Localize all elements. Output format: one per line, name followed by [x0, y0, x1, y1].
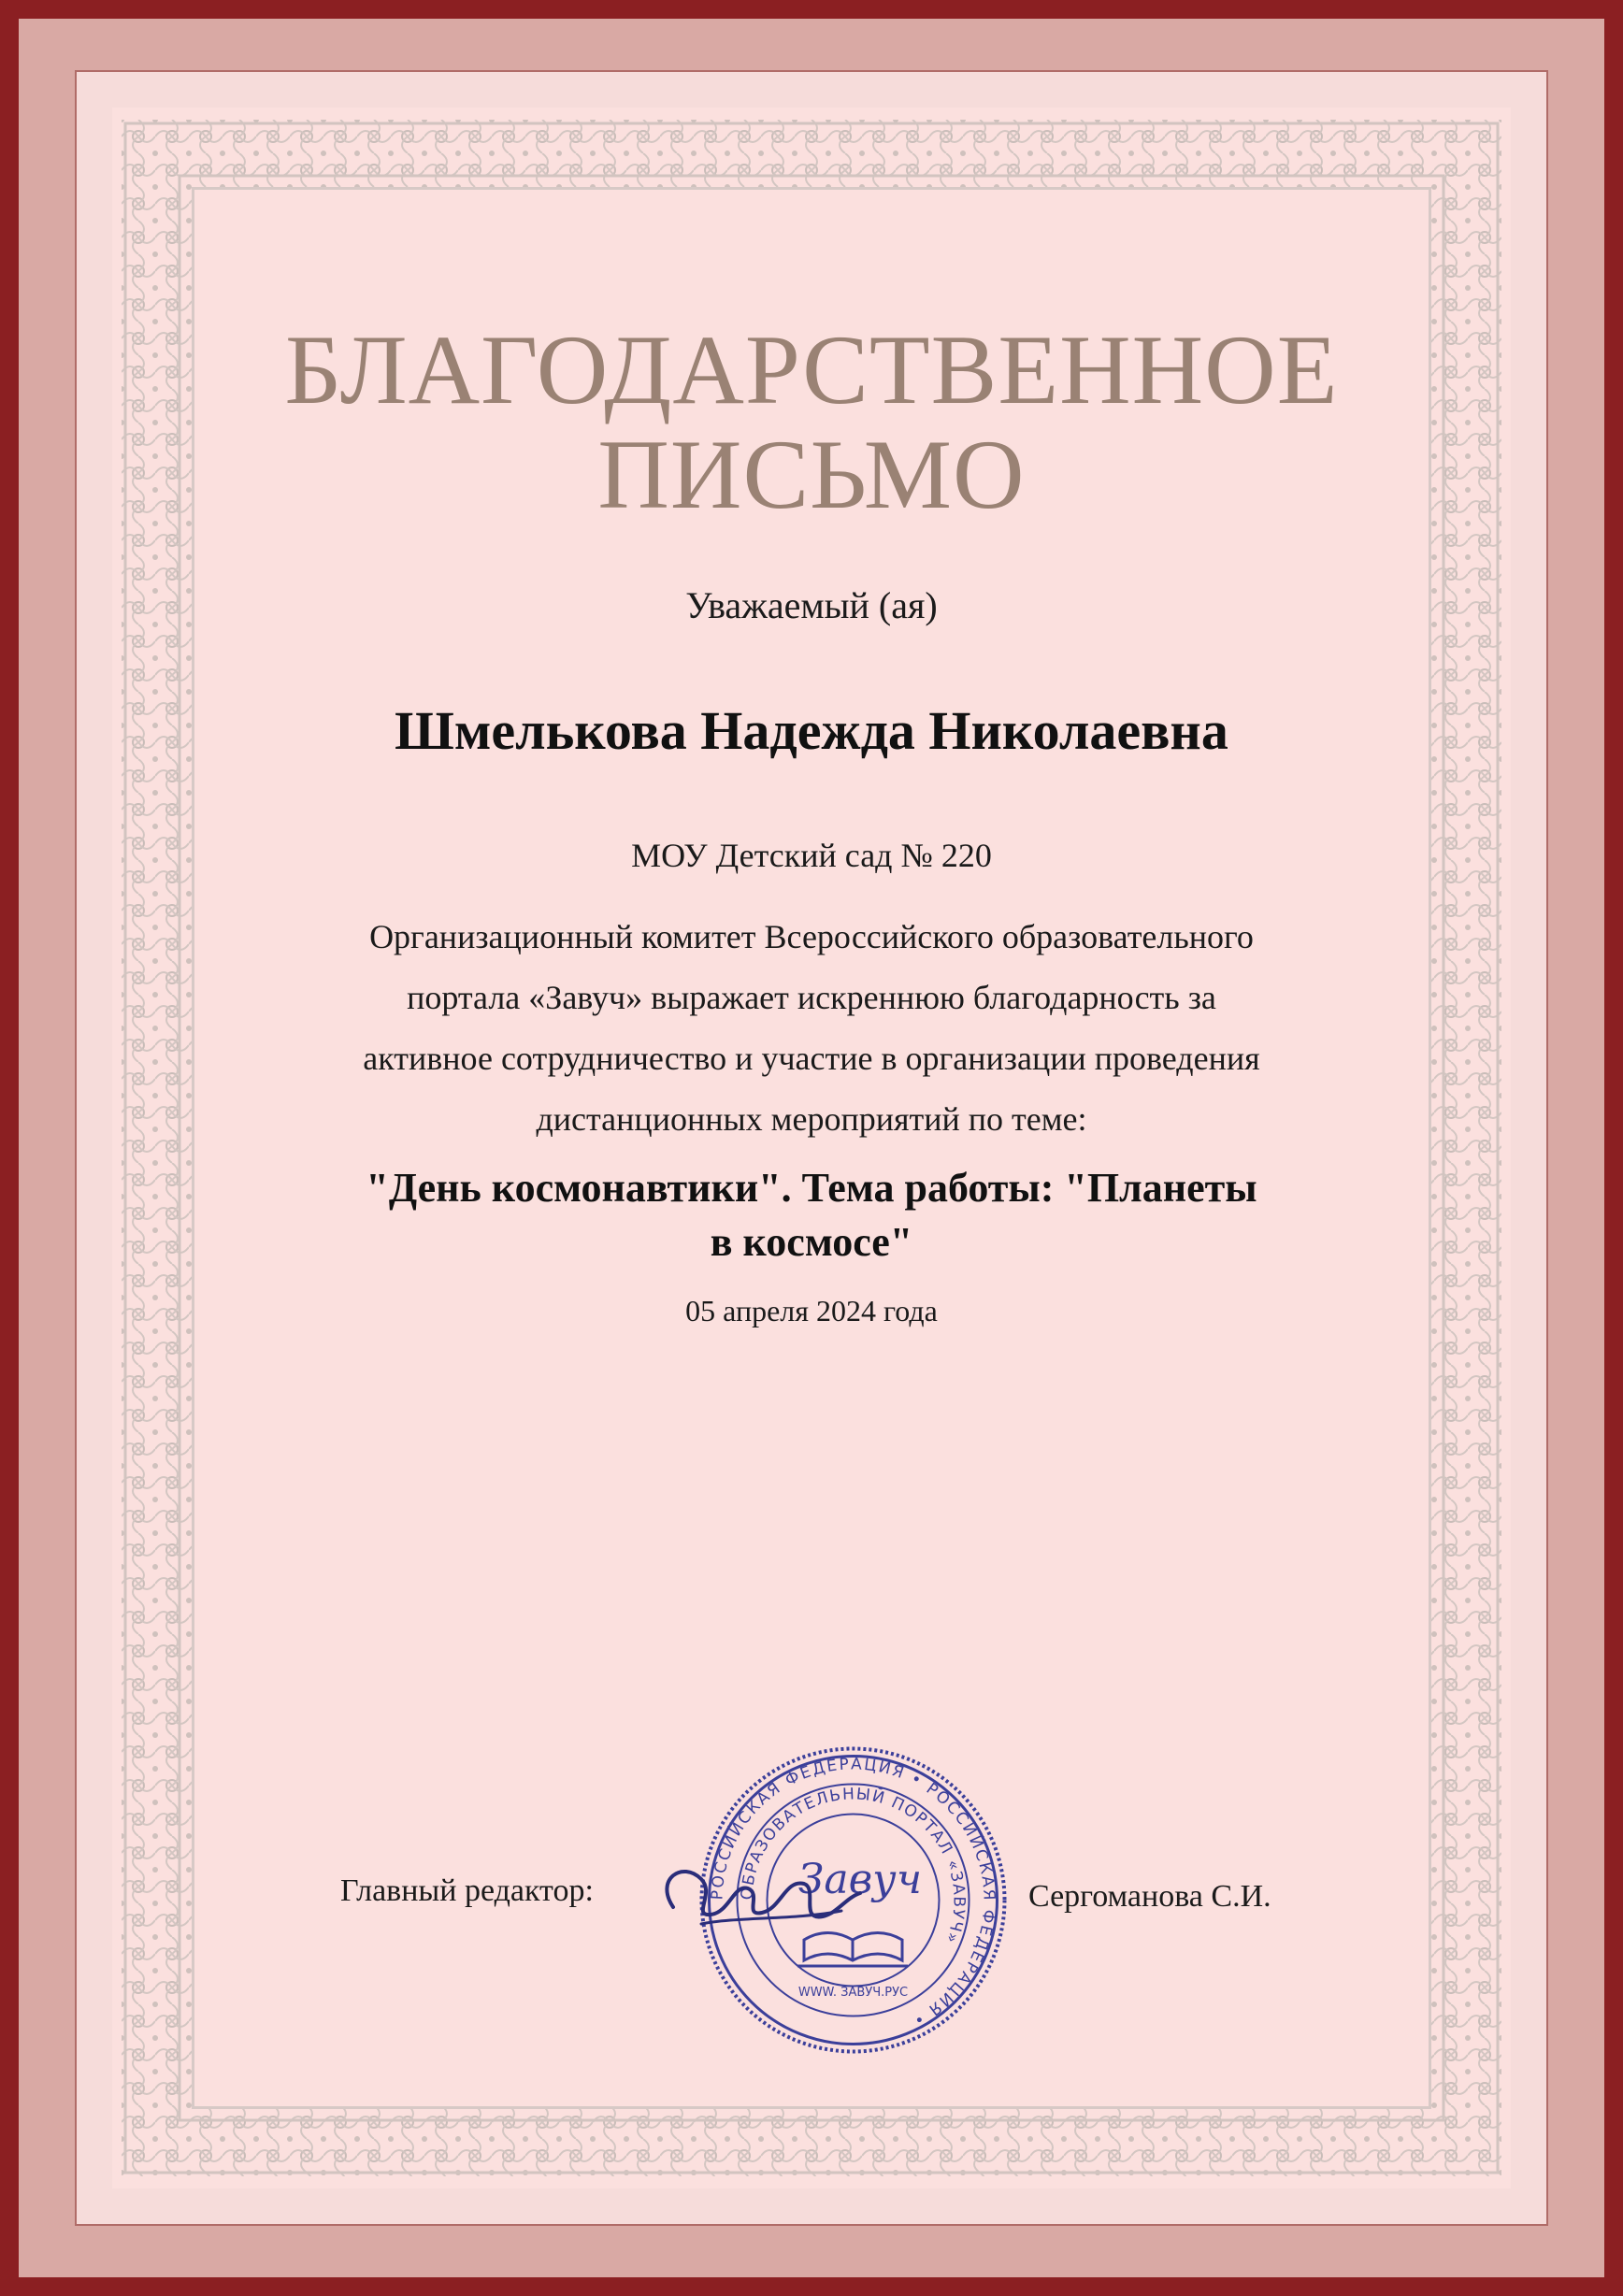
theme-line-1: "День космонавтики". Тема работы: "Планеты: [366, 1165, 1257, 1211]
stamp-inner-text: ОБРАЗОВАТЕЛЬНЫЙ ПОРТАЛ «ЗАВУЧ»: [738, 1785, 969, 1947]
body-line-3: активное сотрудничество и участие в организации проведения: [363, 1040, 1260, 1077]
organization-name: МОУ Детский сад № 220: [631, 837, 992, 874]
editor-signature: [645, 1842, 869, 1944]
title-line-2: ПИСЬМО: [597, 420, 1026, 529]
editor-label: Главный редактор:: [340, 1873, 594, 1908]
salutation: Уважаемый (ая): [685, 584, 938, 626]
stamp-site-text: WWW. ЗАВУЧ.РУС: [797, 1986, 909, 2000]
theme-line-2: в космосе": [710, 1219, 913, 1265]
editor-name: Сергоманова С.И.: [1028, 1879, 1271, 1914]
recipient-name: Шмелькова Надежда Николаевна: [395, 700, 1228, 761]
body-text: [280, 907, 1343, 1150]
event-theme: [262, 1161, 1361, 1270]
certificate-title: [224, 315, 1399, 529]
body-line-2: портала «Завуч» выражает искреннюю благодарность за: [407, 979, 1216, 1016]
stamp-outer-text: РОССИЙСКАЯ ФЕДЕРАЦИЯ • РОССИЙСКАЯ ФЕДЕРАЦИЯ •: [708, 1755, 998, 2031]
title-line-1: БЛАГОДАРСТВЕННОЕ: [284, 315, 1339, 424]
body-line-1: Организационный комитет Всероссийского образовательного: [369, 918, 1254, 955]
issue-date: 05 апреля 2024 года: [685, 1294, 938, 1327]
stamp-center-text: Завуч: [797, 1856, 923, 1903]
body-line-4: дистанционных мероприятий по теме:: [536, 1100, 1087, 1138]
